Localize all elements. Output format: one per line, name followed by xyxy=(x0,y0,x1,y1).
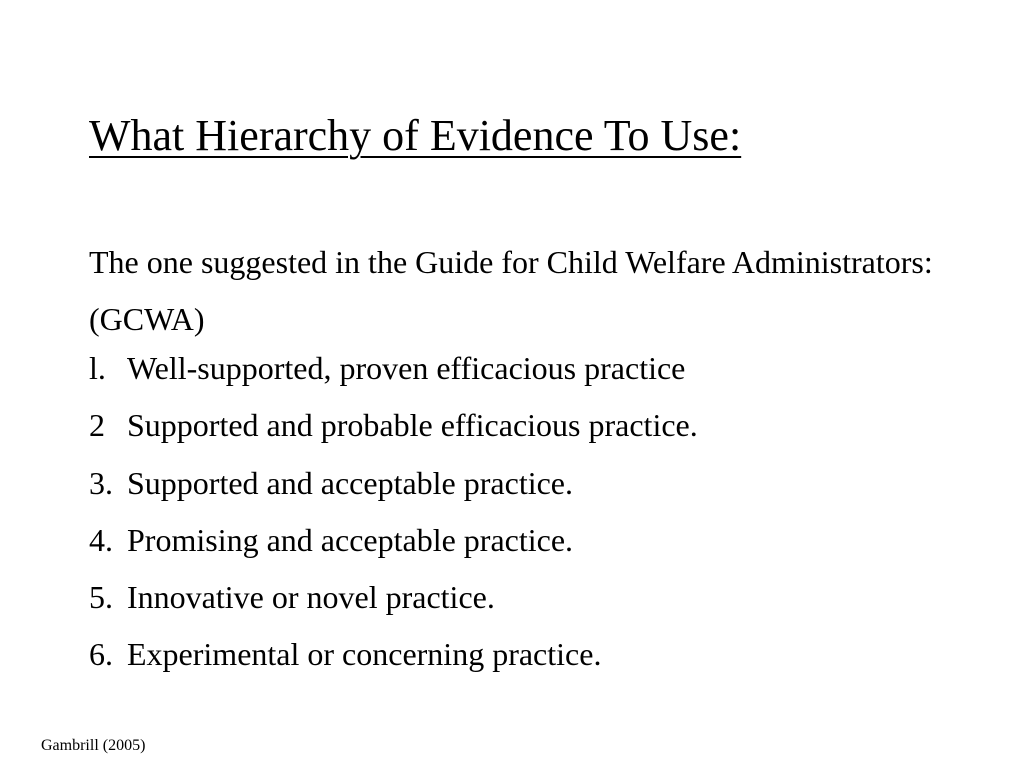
item-text: Experimental or concerning practice. xyxy=(127,636,602,673)
item-number: 4. xyxy=(89,521,113,558)
item-number: l. xyxy=(89,350,106,386)
item-number: 2 xyxy=(89,407,105,444)
item-text: Supported and probable efficacious practice. xyxy=(127,407,698,444)
list-item xyxy=(89,569,698,626)
item-text: Innovative or novel practice. xyxy=(127,579,495,616)
intro-text: The one suggested in the Guide for Child Welfare Administrators: (GCWA) xyxy=(89,244,933,337)
list-item xyxy=(89,455,698,512)
list-item xyxy=(89,340,698,397)
item-number: 3. xyxy=(89,464,113,501)
item-number: 5. xyxy=(89,579,113,616)
list-item xyxy=(89,397,698,454)
list-item xyxy=(89,626,698,683)
evidence-hierarchy-list xyxy=(89,340,698,684)
item-text: Supported and acceptable practice. xyxy=(127,464,573,501)
item-text: Promising and acceptable practice. xyxy=(127,521,574,558)
item-number: 6. xyxy=(89,636,113,673)
citation-footnote: Gambrill (2005) xyxy=(41,737,146,754)
item-text: Well-supported, proven efficacious practice xyxy=(127,350,686,386)
slide-title: What Hierarchy of Evidence To Use: xyxy=(89,111,742,160)
list-item xyxy=(89,512,698,569)
